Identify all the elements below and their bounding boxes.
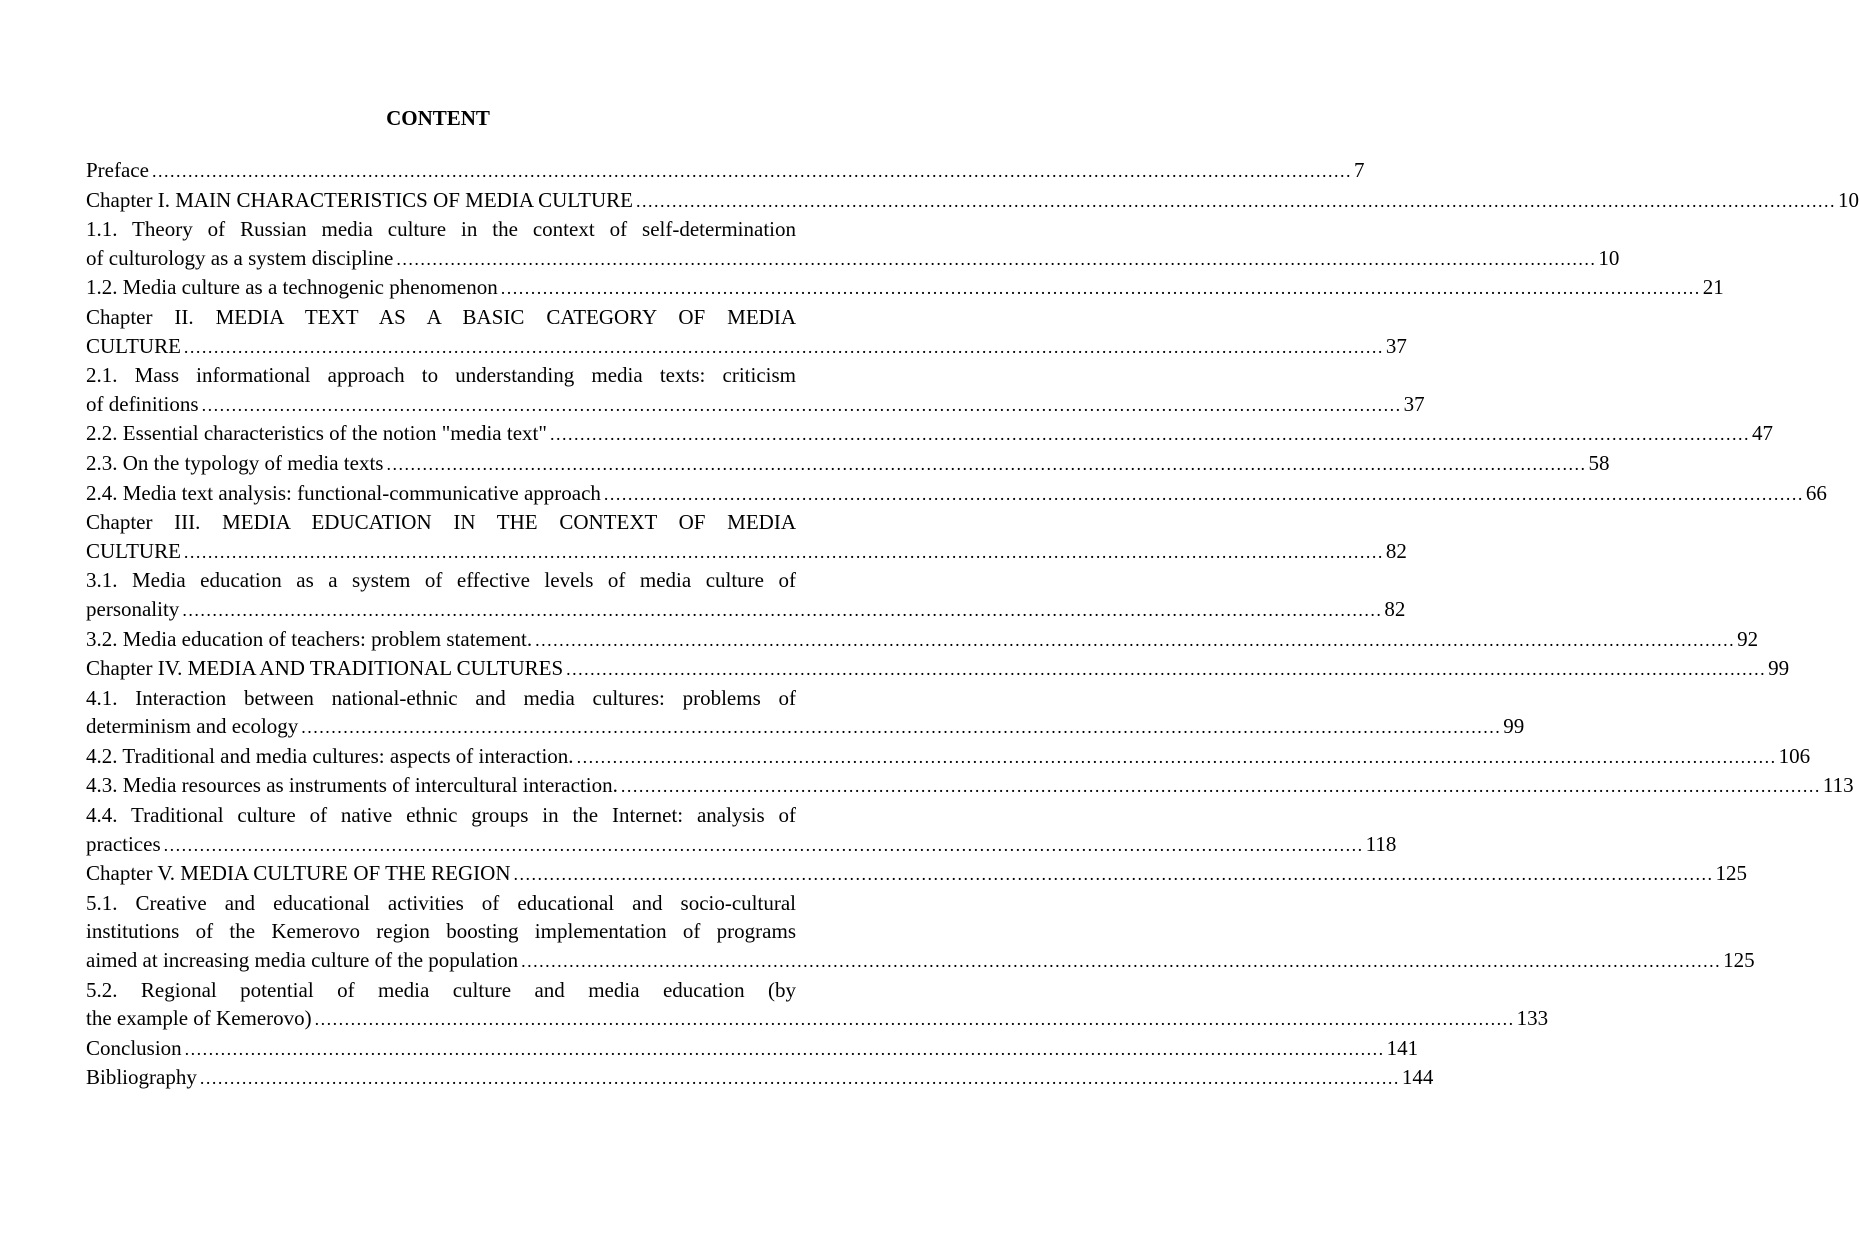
toc-page-number: 10	[1598, 245, 1620, 270]
toc-entry-text: personality	[86, 596, 180, 621]
toc-page-number: 92	[1737, 626, 1759, 651]
dot-leader: ........................................................................................................................................................................................................	[184, 1038, 1385, 1059]
dot-leader: ........................................................................................................................................................................................................	[386, 453, 1587, 474]
dot-leader: ........................................................................................................................................................................................................	[163, 834, 1364, 855]
dot-leader: ........................................................................................................................................................................................................	[500, 278, 1701, 299]
toc-entry-text: 2.1. Mass informational approach to understanding media texts: criticism	[86, 363, 796, 388]
toc-entry-text: 3.1. Media education as a system of effective levels of media culture of	[86, 568, 796, 593]
dot-leader: ........................................................................................................................................................................................................	[635, 190, 1836, 211]
toc-entry	[86, 361, 1425, 419]
toc-entry-text: Preface	[86, 158, 149, 182]
toc-page-number: 118	[1365, 831, 1397, 856]
dot-leader: ........................................................................................................................................................................................................	[535, 629, 1736, 650]
toc-entry-text: institutions of the Kemerovo region boosting implementation of programs	[86, 919, 796, 944]
toc-page-number: 37	[1403, 391, 1425, 416]
dot-leader: ........................................................................................................................................................................................................	[182, 599, 1383, 620]
toc-entry	[86, 508, 1407, 566]
toc-entry-text: 2.2. Essential characteristics of the notion "media text"	[86, 421, 547, 446]
toc-entry	[86, 215, 1620, 273]
dot-leader: ........................................................................................................................................................................................................	[576, 746, 1777, 767]
toc-entry	[86, 303, 1407, 361]
dot-leader: ........................................................................................................................................................................................................	[566, 659, 1767, 680]
toc-entry	[86, 859, 1747, 889]
toc-entry	[86, 771, 1854, 801]
dot-leader: ........................................................................................................................................................................................................	[183, 336, 1384, 357]
toc-entry-text: 4.3. Media resources as instruments of intercultural interaction.	[86, 773, 618, 798]
toc-entry-text: aimed at increasing media culture of the population	[86, 948, 519, 973]
toc-page-number: 144	[1401, 1065, 1434, 1090]
toc-entry	[86, 449, 1610, 479]
toc-page-number: 125	[1715, 861, 1747, 886]
toc-entry-text: the example of Kemerovo)	[86, 1006, 312, 1031]
toc-entry	[86, 889, 1755, 976]
toc-entry-text: practices	[86, 831, 161, 856]
toc-page-number: 37	[1385, 333, 1407, 358]
toc-page-number: 133	[1516, 1006, 1549, 1031]
toc-entry-text: 4.1. Interaction between national-ethnic and media cultures: problems of	[86, 685, 796, 710]
toc-entry	[86, 273, 1724, 303]
toc-entry	[86, 654, 1790, 684]
toc-entry	[86, 186, 1859, 216]
toc-entry	[86, 479, 1827, 509]
toc-page-number: 99	[1503, 714, 1525, 739]
toc-page-number: 141	[1386, 1035, 1419, 1060]
dot-leader: ........................................................................................................................................................................................................	[396, 248, 1597, 269]
toc-entry-text: Chapter II. MEDIA TEXT AS A BASIC CATEGORY OF MEDIA	[86, 304, 796, 329]
toc-entry-text: Chapter V. MEDIA CULTURE OF THE REGION	[86, 861, 511, 886]
toc-entry	[86, 566, 1406, 624]
dot-leader: ........................................................................................................................................................................................................	[314, 1009, 1515, 1030]
toc-entry-text: 5.2. Regional potential of media culture and media education (by	[86, 977, 796, 1002]
toc-entry-text: Chapter I. MAIN CHARACTERISTICS OF MEDIA CULTURE	[86, 187, 633, 212]
toc-entry-text: 2.3. On the typology of media texts	[86, 450, 384, 475]
dot-leader: ........................................................................................................................................................................................................	[201, 394, 1402, 415]
toc-entry-text: CULTURE	[86, 333, 181, 358]
table-of-contents	[86, 156, 1859, 1093]
page-title: CONTENT	[386, 106, 490, 130]
toc-page-number: 99	[1768, 656, 1790, 681]
toc-entry	[86, 419, 1773, 449]
toc-page-number: 7	[1353, 158, 1365, 182]
toc-page-number: 125	[1723, 948, 1755, 973]
toc-page-number: 106	[1778, 743, 1811, 768]
toc-entry	[86, 684, 1525, 742]
dot-leader: ........................................................................................................................................................................................................	[199, 1068, 1400, 1089]
toc-entry-text: 5.1. Creative and educational activities of educational and socio-cultural	[86, 890, 796, 915]
dot-leader: ........................................................................................................................................................................................................	[620, 776, 1821, 797]
toc-entry	[86, 976, 1549, 1034]
dot-leader: ........................................................................................................................................................................................................	[521, 951, 1722, 972]
toc-page-number: 113	[1822, 773, 1854, 798]
toc-entry-text: determinism and ecology	[86, 714, 299, 739]
toc-entry-text: Chapter III. MEDIA EDUCATION IN THE CONTEXT OF MEDIA	[86, 510, 796, 535]
toc-page-number: 58	[1588, 450, 1610, 475]
toc-entry-text: Bibliography	[86, 1065, 197, 1090]
toc-entry	[86, 1034, 1419, 1064]
dot-leader: ........................................................................................................................................................................................................	[549, 424, 1750, 445]
toc-entry-text: of culturology as a system discipline	[86, 245, 394, 270]
toc-entry-text: 1.2. Media culture as a technogenic phenomenon	[86, 275, 498, 300]
toc-page-number: 21	[1702, 275, 1724, 300]
dot-leader: ........................................................................................................................................................................................................	[183, 541, 1384, 562]
toc-page-number: 82	[1385, 538, 1407, 563]
toc-entry-text: 3.2. Media education of teachers: problem statement.	[86, 626, 533, 651]
dot-leader: ........................................................................................................................................................................................................	[513, 864, 1714, 885]
toc-entry	[86, 742, 1811, 772]
toc-entry-text: 4.2. Traditional and media cultures: aspects of interaction.	[86, 743, 574, 768]
toc-entry-text: of definitions	[86, 391, 199, 416]
toc-entry	[86, 625, 1759, 655]
toc-page-number: 82	[1384, 596, 1406, 621]
toc-entry-text: 4.4. Traditional culture of native ethnic groups in the Internet: analysis of	[86, 803, 796, 828]
dot-leader: ........................................................................................................................................................................................................	[603, 483, 1804, 504]
dot-leader: ........................................................................................................................................................................................................	[151, 161, 1352, 181]
toc-page-number: 47	[1751, 421, 1773, 446]
toc-entry-text: Conclusion	[86, 1035, 182, 1060]
toc-entry-text: CULTURE	[86, 538, 181, 563]
toc-entry-text: 1.1. Theory of Russian media culture in the context of self-determination	[86, 217, 796, 242]
toc-page-number: 10	[1837, 187, 1859, 212]
toc-entry	[86, 156, 1365, 186]
toc-entry	[86, 801, 1397, 859]
toc-entry	[86, 1063, 1434, 1093]
toc-entry-text: Chapter IV. MEDIA AND TRADITIONAL CULTURES	[86, 656, 564, 681]
toc-entry-text: 2.4. Media text analysis: functional-communicative approach	[86, 480, 601, 505]
toc-page-number: 66	[1805, 480, 1827, 505]
dot-leader: ........................................................................................................................................................................................................	[301, 717, 1502, 738]
